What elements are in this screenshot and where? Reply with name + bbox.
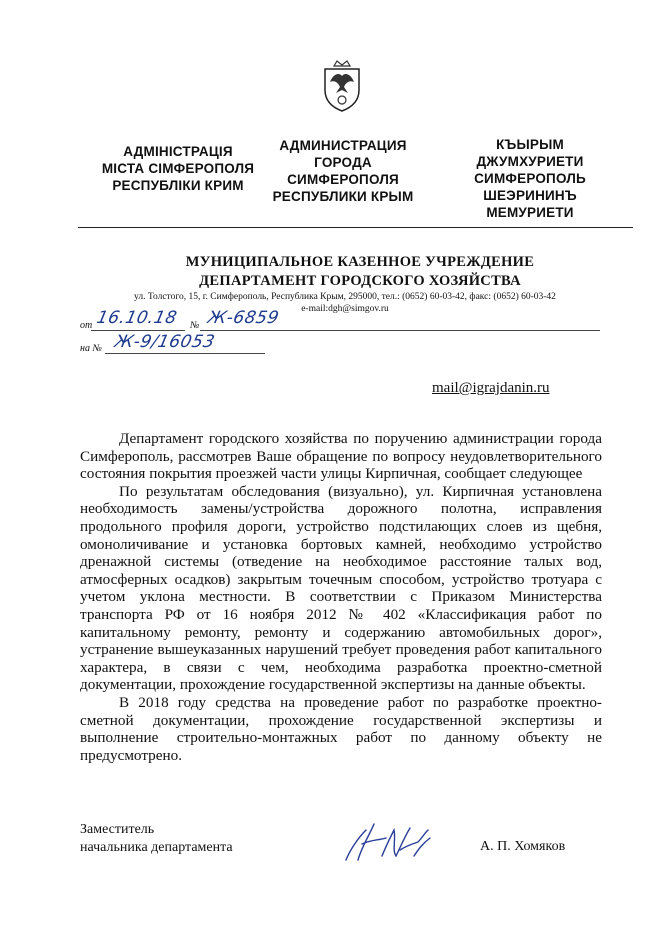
header-right-line: ДЖУМХУРИЕТИ bbox=[476, 154, 584, 169]
number-label: № bbox=[190, 320, 200, 331]
body-paragraph: В 2018 году средства на проведение работ по разработке проектно-сметной документации, прохождение государственной экспертизы и выполнение строительно-монтажных работ по данному объекту не предусмотрено. bbox=[80, 693, 602, 764]
letter-body bbox=[80, 430, 602, 764]
header-center-line: ГОРОДА bbox=[314, 155, 372, 170]
header-right-line: СИМФЕРОПОЛЬ bbox=[474, 171, 586, 186]
date-underline bbox=[91, 330, 185, 331]
reply-underline bbox=[105, 353, 265, 354]
from-label: от bbox=[80, 320, 93, 331]
header-center-line: РЕСПУБЛИКИ КРЫМ bbox=[272, 189, 414, 204]
coat-of-arms-icon bbox=[322, 60, 362, 112]
signer-position bbox=[80, 821, 233, 857]
header-russian bbox=[258, 137, 428, 205]
signer-name: А. П. Хомяков bbox=[480, 839, 566, 854]
header-ukrainian bbox=[78, 143, 278, 194]
header-center-line: АДМИНИСТРАЦИЯ bbox=[279, 138, 407, 153]
organization-address bbox=[110, 291, 580, 315]
organization-line: МУНИЦИПАЛЬНОЕ КАЗЕННОЕ УЧРЕЖДЕНИЕ bbox=[185, 254, 535, 270]
number-underline bbox=[200, 330, 600, 331]
reply-label: на № bbox=[80, 343, 102, 354]
organization-title bbox=[150, 253, 570, 291]
header-right-line: КЪЫРЫМ bbox=[496, 137, 564, 152]
header-crimean-tatar bbox=[430, 136, 630, 221]
header-left-line: МІСТА СІМФЕРОПОЛЯ bbox=[101, 161, 255, 176]
header-center-line: СИМФЕРОПОЛЯ bbox=[287, 172, 399, 187]
body-paragraph: По результатам обследования (визуально), ул. Кирпичная установлена необходимость замены/устройства дорожного полотна, исправления продольного профиля дороги, устройство подстилающих слоев из щебня, омоноличивание и установка бортовых камней, необходимо устройство дренажной системы (отведение на необходимое расстояние талых вод, атмосферных осадков) закрытым точечным способом, устройство тротуара с учетом уклона местности. В соответствии с Приказом Министерства транспорта РФ от 16 ноября 2012 № 402 «Классификация работ по капитальному ремонту, ремонту и содержанию автомобильных дорог», устранение вышеуказанных нарушений требует проведения работ капитального характера, в связи с чем, необходима разработка проектно-сметной документации, прохождение государственной экспертизы на данные объекты. bbox=[80, 482, 602, 694]
organization-line: ДЕПАРТАМЕНТ ГОРОДСКОГО ХОЗЯЙСТВА bbox=[199, 273, 521, 289]
handwritten-signature-icon bbox=[340, 816, 436, 868]
body-paragraph: Департамент городского хозяйства по поручению администрации города Симферополь, рассмотрев Ваше обращение по вопросу неудовлетворительного состояния покрытия проезжей части улицы Кирпичная, сообщает следующее bbox=[80, 430, 602, 483]
header-left-line: РЕСПУБЛІКИ КРИМ bbox=[112, 178, 244, 193]
letter-date: 16.10.18 bbox=[94, 308, 179, 328]
header-right-line: ШЕЭРИНИНЪ bbox=[483, 188, 577, 203]
address-text: ул. Толстого, 15, г. Симферополь, Республика Крым, 295000, тел.: (0652) 60-03-42, факс: (0652) 60-03-42 bbox=[134, 292, 556, 302]
recipient-email: mail@igrajdanin.ru bbox=[432, 380, 550, 396]
header-divider bbox=[78, 227, 633, 228]
letter-number: Ж-6859 bbox=[205, 308, 281, 328]
header-left-line: АДМІНІСТРАЦІЯ bbox=[123, 144, 233, 159]
signer-position-line: Заместитель bbox=[80, 822, 155, 837]
header-right-line: МЕМУРИЕТИ bbox=[486, 205, 574, 220]
reply-number: Ж-9/16053 bbox=[112, 332, 217, 352]
organization-email: e-mail:dgh@simgov.ru bbox=[301, 304, 389, 314]
signer-position-line: начальника департамента bbox=[80, 840, 233, 855]
